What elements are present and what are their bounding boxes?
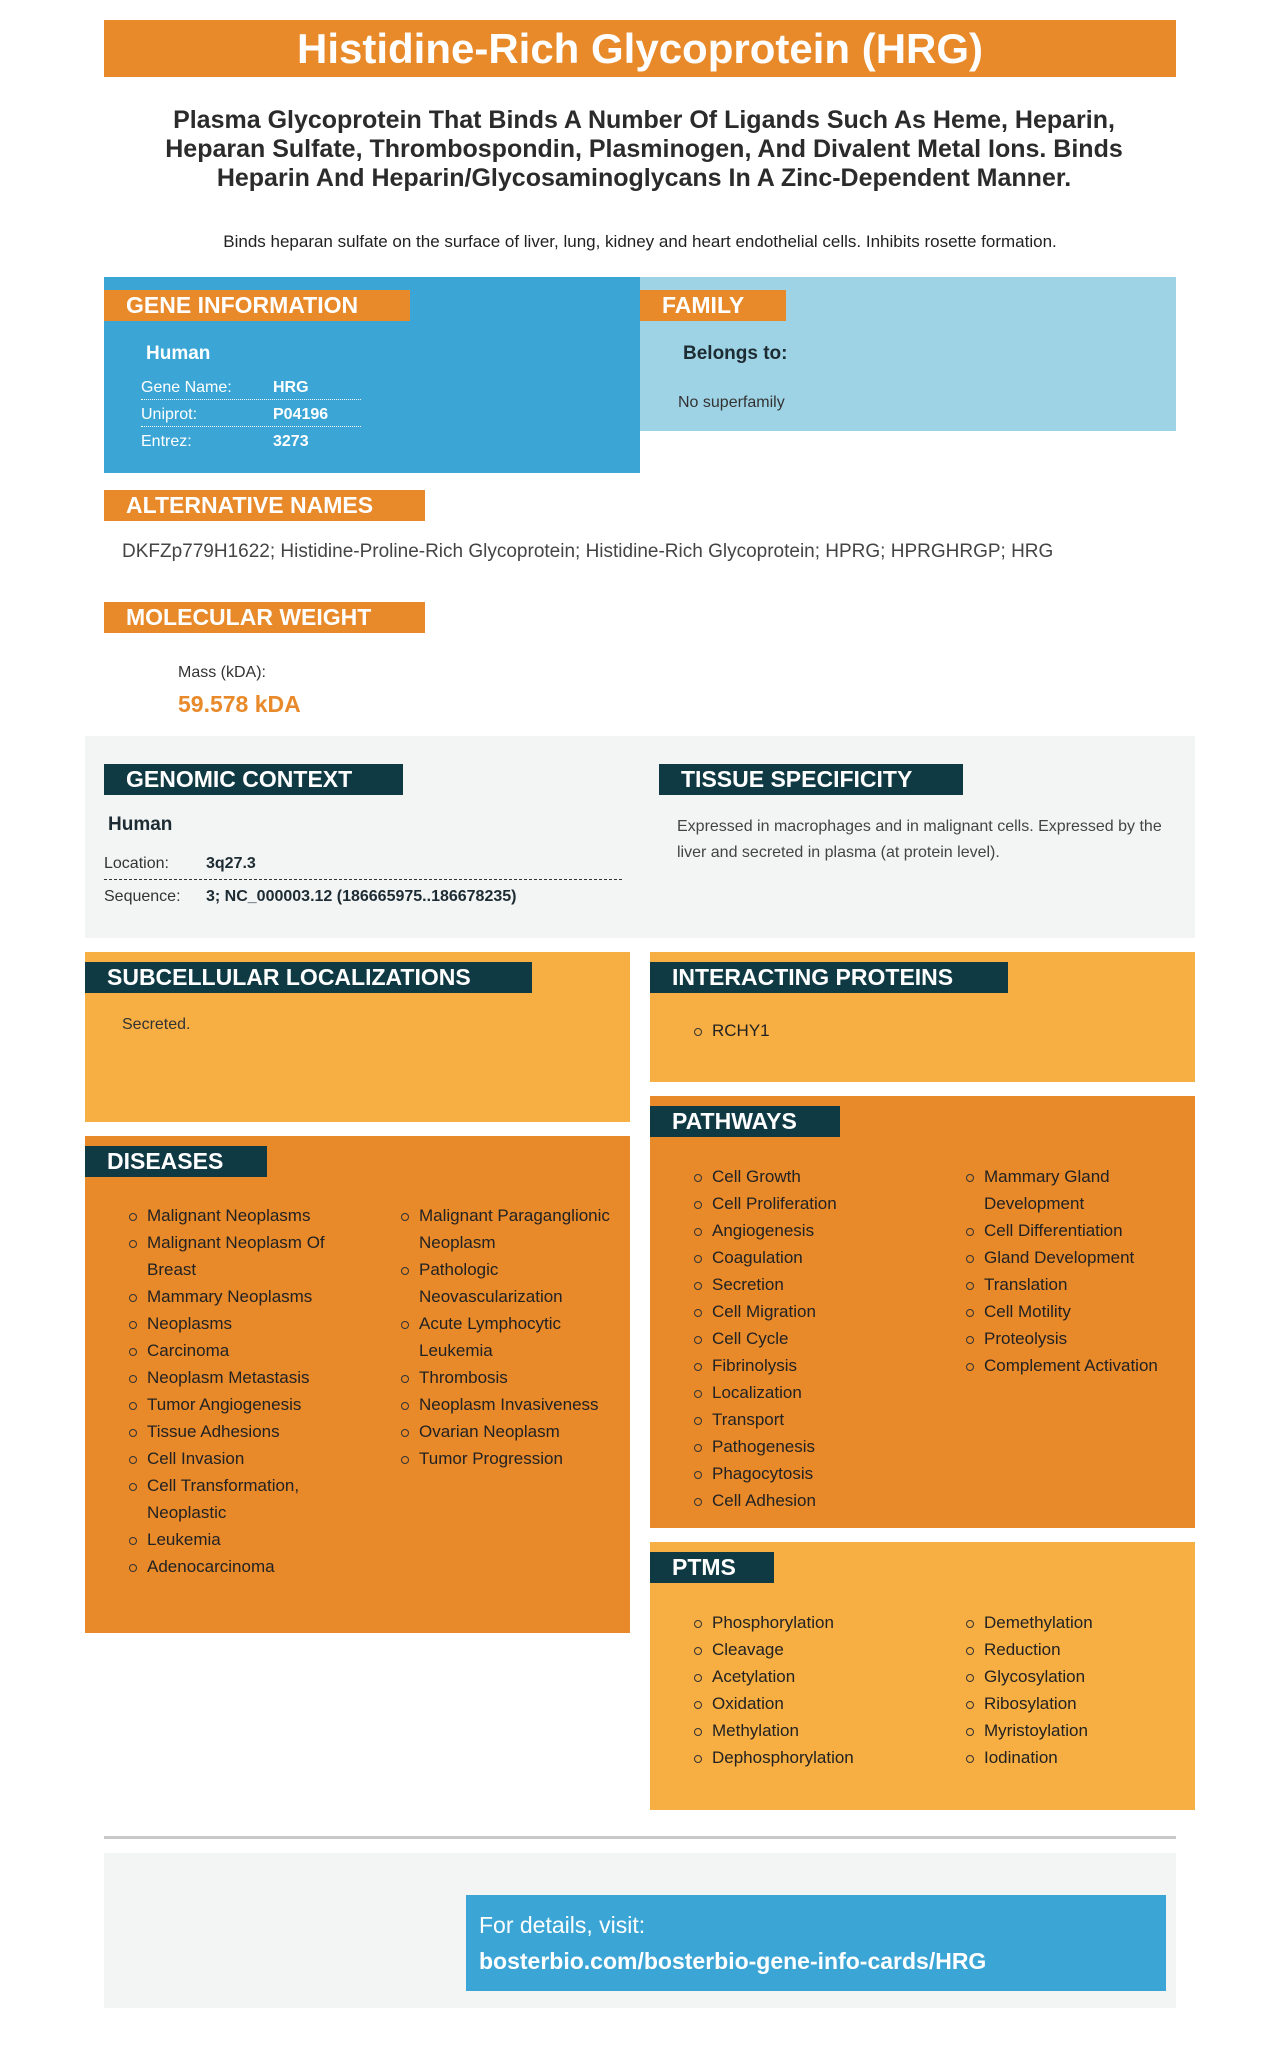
pathway-item: Localization <box>690 1379 940 1406</box>
binding-summary: Binds heparan sulfate on the surface of liver, lung, kidney and heart endothelial cells. Inhibits rosette formation. <box>223 232 1057 251</box>
location-row <box>104 851 622 880</box>
disease-item: Cell Invasion <box>125 1445 365 1472</box>
disease-item: Neoplasm Invasiveness <box>397 1391 622 1418</box>
gene-name-value: HRG <box>273 379 309 396</box>
interacting-protein-item: RCHY1 <box>690 1017 770 1044</box>
disease-item: Acute Lymphocytic Leukemia <box>397 1310 622 1364</box>
disease-item: Malignant Neoplasms <box>125 1202 365 1229</box>
disease-item: Tumor Progression <box>397 1445 622 1472</box>
entrez-label: Entrez: <box>141 433 192 450</box>
disease-item: Neoplasms <box>125 1310 365 1337</box>
pathway-item: Proteolysis <box>962 1325 1187 1352</box>
pathway-item: Secretion <box>690 1271 940 1298</box>
pathway-item: Phagocytosis <box>690 1460 940 1487</box>
pathway-item: Cell Differentiation <box>962 1217 1187 1244</box>
subcellular-text: Secreted. <box>122 1016 191 1033</box>
ptm-item: Dephosphorylation <box>690 1744 940 1771</box>
diseases-list-col1 <box>125 1202 365 1580</box>
pathways-panel <box>650 1096 1195 1528</box>
pathways-list-col2 <box>962 1163 1187 1379</box>
pathway-item: Cell Cycle <box>690 1325 940 1352</box>
family-panel <box>640 277 1176 431</box>
disease-item: Ovarian Neoplasm <box>397 1418 622 1445</box>
interacting-proteins-panel <box>650 952 1195 1082</box>
disease-item: Leukemia <box>125 1526 365 1553</box>
pathway-item: Cell Adhesion <box>690 1487 940 1514</box>
ptms-panel <box>650 1542 1195 1810</box>
pathway-item: Cell Growth <box>690 1163 940 1190</box>
uniprot-label: Uniprot: <box>141 406 198 423</box>
details-label: For details, visit: <box>479 1912 646 1938</box>
pathway-item: Fibrinolysis <box>690 1352 940 1379</box>
gene-name-label: Gene Name: <box>141 379 232 396</box>
location-value: 3q27.3 <box>206 855 256 872</box>
disease-item: Cell Transformation, Neoplastic <box>125 1472 365 1526</box>
sequence-value: 3; NC_000003.12 (186665975..186678235) <box>206 888 517 905</box>
subcellular-heading: SUBCELLULAR LOCALIZATIONS <box>85 962 532 993</box>
pathway-item: Complement Activation <box>962 1352 1187 1379</box>
subcellular-panel <box>85 952 630 1122</box>
mass-label: Mass (kDA): <box>178 664 266 681</box>
footer-divider <box>104 1836 1176 1839</box>
pathway-item: Angiogenesis <box>690 1217 940 1244</box>
disease-item: Thrombosis <box>397 1364 622 1391</box>
tissue-specificity-heading: TISSUE SPECIFICITY <box>659 764 963 795</box>
disease-item: Adenocarcinoma <box>125 1553 365 1580</box>
ptms-list-col1 <box>690 1609 940 1771</box>
entrez-row <box>141 430 361 454</box>
tissue-specificity-text: Expressed in macrophages and in malignant cells. Expressed by the liver and secreted in plasma (at protein level). <box>677 818 1162 861</box>
pathway-item: Cell Migration <box>690 1298 940 1325</box>
alternative-names-text: DKFZp779H1622; Histidine-Proline-Rich Glycoprotein; Histidine-Rich Glycoprotein; HPRG; HPRGHRGP; HRG <box>122 541 1054 562</box>
diseases-heading: DISEASES <box>85 1146 267 1177</box>
pathway-item: Pathogenesis <box>690 1433 940 1460</box>
gene-species: Human <box>146 343 211 364</box>
pathway-item: Mammary Gland Development <box>962 1163 1187 1217</box>
ptm-item: Acetylation <box>690 1663 940 1690</box>
uniprot-row <box>141 403 361 427</box>
genomic-context-heading: GENOMIC CONTEXT <box>104 764 403 795</box>
disease-item: Malignant Neoplasm Of Breast <box>125 1229 365 1283</box>
ptm-item: Cleavage <box>690 1636 940 1663</box>
protein-function-summary: Plasma Glycoprotein That Binds A Number Of Ligands Such As Heme, Heparin, Heparan Sulfate, Thrombospondin, Plasminogen, And Divalent Metal Ions. Binds Heparin And Heparin/Glycosaminoglycans In A Zinc-Dependent Manner. <box>165 106 1123 192</box>
sequence-label: Sequence: <box>104 888 181 905</box>
diseases-list-col2 <box>397 1202 622 1472</box>
location-label: Location: <box>104 855 169 872</box>
molecular-weight-heading: MOLECULAR WEIGHT <box>104 602 425 633</box>
details-link[interactable]: bosterbio.com/bosterbio-gene-info-cards/HRG <box>479 1948 987 1974</box>
sequence-row <box>104 884 622 910</box>
pathway-item: Cell Proliferation <box>690 1190 940 1217</box>
interacting-proteins-heading: INTERACTING PROTEINS <box>650 962 1008 993</box>
diseases-panel <box>85 1136 630 1633</box>
ptm-item: Myristoylation <box>962 1717 1187 1744</box>
disease-item: Malignant Paraganglionic Neoplasm <box>397 1202 622 1256</box>
pathway-item: Coagulation <box>690 1244 940 1271</box>
ptms-list-col2 <box>962 1609 1187 1771</box>
entrez-value: 3273 <box>273 433 309 450</box>
ptm-item: Methylation <box>690 1717 940 1744</box>
genomic-species: Human <box>108 814 173 835</box>
page-title: Histidine-Rich Glycoprotein (HRG) <box>104 20 1176 77</box>
details-link-box[interactable] <box>466 1895 1166 1991</box>
family-heading: FAMILY <box>640 290 786 321</box>
disease-item: Tumor Angiogenesis <box>125 1391 365 1418</box>
ptm-item: Ribosylation <box>962 1690 1187 1717</box>
pathway-item: Translation <box>962 1271 1187 1298</box>
alternative-names-heading: ALTERNATIVE NAMES <box>104 490 425 521</box>
pathway-item: Cell Motility <box>962 1298 1187 1325</box>
interacting-proteins-list <box>690 1017 770 1044</box>
pathways-list-col1 <box>690 1163 940 1514</box>
disease-item: Mammary Neoplasms <box>125 1283 365 1310</box>
disease-item: Carcinoma <box>125 1337 365 1364</box>
ptm-item: Demethylation <box>962 1609 1187 1636</box>
mass-value: 59.578 kDA <box>178 691 301 717</box>
disease-item: Neoplasm Metastasis <box>125 1364 365 1391</box>
pathway-item: Gland Development <box>962 1244 1187 1271</box>
pathways-heading: PATHWAYS <box>650 1106 840 1137</box>
ptm-item: Phosphorylation <box>690 1609 940 1636</box>
ptm-item: Reduction <box>962 1636 1187 1663</box>
gene-information-panel <box>104 277 640 473</box>
disease-item: Pathologic Neovascularization <box>397 1256 622 1310</box>
family-value: No superfamily <box>678 394 785 411</box>
ptms-heading: PTMS <box>650 1552 774 1583</box>
ptm-item: Glycosylation <box>962 1663 1187 1690</box>
disease-item: Tissue Adhesions <box>125 1418 365 1445</box>
ptm-item: Iodination <box>962 1744 1187 1771</box>
uniprot-value: P04196 <box>273 406 329 423</box>
gene-name-row <box>141 376 361 400</box>
gene-information-heading: GENE INFORMATION <box>104 290 410 321</box>
pathway-item: Transport <box>690 1406 940 1433</box>
belongs-to-label: Belongs to: <box>683 343 788 364</box>
ptm-item: Oxidation <box>690 1690 940 1717</box>
